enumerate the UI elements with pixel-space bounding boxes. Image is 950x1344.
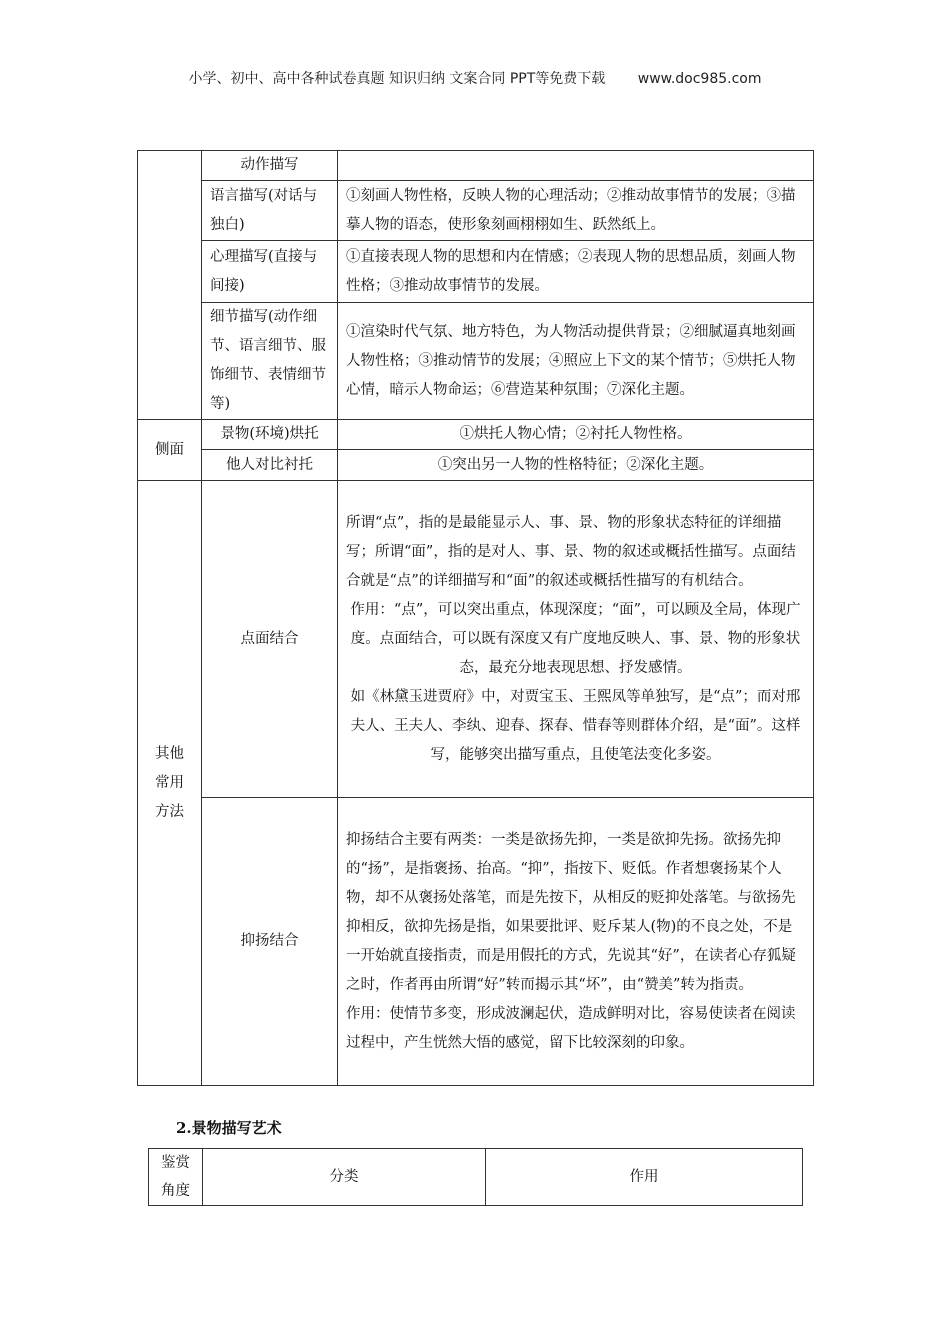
category-cell-side: 侧面 bbox=[138, 420, 202, 481]
header-text: 小学、初中、高中各种试卷真题 知识归纳 文案合同 PPT等免费下载 bbox=[188, 71, 606, 87]
effect-cell: ①渲染时代气氛、地方特色，为人物活动提供背景；②细腻逼真地刻画人物性格；③推动情节的发展；④照应上下文的某个情节；⑤烘托人物心情，暗示人物命运；⑥营造某种氛围；⑦深化主题。 bbox=[338, 303, 814, 420]
effect-paragraph: 作用：“点”，可以突出重点，体现深度；“面”，可以顾及全局，体现广度。点面结合，可以既有深度又有广度地反映人、事、景、物的形象状态，最充分地表现思想、抒发感情。 bbox=[350, 601, 801, 676]
method-cell: 语言描写(对话与独白) bbox=[202, 181, 338, 241]
effect-paragraph: 如《林黛玉进贾府》中，对贾宝玉、王熙凤等单独写，是“点”；而对邢夫人、王夫人、李纨、迎春、探春、惜春等则群体介绍，是“面”。这样写，能够突出描写重点，且使笔法变化多姿。 bbox=[350, 688, 801, 763]
effect-paragraph: 所谓“点”，指的是最能显示人、事、景、物的形象状态特征的详细描写；所谓“面”，指的是对人、事、景、物的叙述或概括性描写。点面结合就是“点”的详细描写和“面”的叙述或概括性描写的有机结合。 bbox=[346, 514, 796, 589]
method-cell: 点面结合 bbox=[202, 481, 338, 798]
effect-cell: ①刻画人物性格，反映人物的心理活动；②推动故事情节的发展；③描摹人物的语态，使形象刻画栩栩如生、跃然纸上。 bbox=[338, 181, 814, 241]
table-row bbox=[138, 481, 814, 798]
method-cell: 他人对比衬托 bbox=[202, 450, 338, 481]
table-row bbox=[138, 798, 814, 1086]
table-row bbox=[138, 420, 814, 450]
effect-paragraph: 作用：使情节多变，形成波澜起伏，造成鲜明对比，容易使读者在阅读过程中，产生恍然大悟的感觉，留下比较深刻的印象。 bbox=[346, 1005, 796, 1051]
table-row bbox=[138, 151, 814, 181]
header-cell-category: 分类 bbox=[203, 1149, 486, 1206]
header-cell-angle: 鉴赏角度 bbox=[149, 1149, 203, 1206]
effect-cell bbox=[338, 481, 814, 798]
effect-cell bbox=[338, 151, 814, 181]
method-cell: 景物(环境)烘托 bbox=[202, 420, 338, 450]
table-row bbox=[138, 450, 814, 481]
method-cell: 动作描写 bbox=[202, 151, 338, 181]
scenery-table bbox=[148, 1148, 803, 1206]
header-url: www.doc985.com bbox=[637, 71, 762, 87]
table-row bbox=[138, 181, 814, 241]
category-cell-direct bbox=[138, 151, 202, 420]
method-cell: 心理描写(直接与间接) bbox=[202, 241, 338, 303]
effect-cell: ①直接表现人物的思想和内在情感；②表现人物的思想品质，刻画人物性格；③推动故事情节的发展。 bbox=[338, 241, 814, 303]
header-cell-effect: 作用 bbox=[486, 1149, 803, 1206]
page-header bbox=[0, 68, 950, 88]
section-title: 2.景物描写艺术 bbox=[176, 1119, 282, 1137]
method-cell: 细节描写(动作细节、语言细节、服饰细节、表情细节等) bbox=[202, 303, 338, 420]
effect-cell: ①烘托人物心情；②衬托人物性格。 bbox=[338, 420, 814, 450]
table-header-row bbox=[149, 1149, 803, 1206]
effect-paragraph: 抑扬结合主要有两类：一类是欲扬先抑，一类是欲抑先扬。欲扬先抑的“扬”，是指褒扬、抬高。“抑”，指按下、贬低。作者想褒扬某个人物，却不从褒扬处落笔，而是先按下，从相反的贬抑处落笔。与欲扬先抑相反，欲抑先扬是指，如果要批评、贬斥某人(物)的不良之处，不是一开始就直接指责，而是用假托的方式，先说其“好”，在读者心存狐疑之时，作者再由所谓“好”转而揭示其“坏”，由“赞美”转为指责。 bbox=[346, 831, 796, 993]
category-cell-other: 其他常用方法 bbox=[138, 481, 202, 1086]
effect-cell bbox=[338, 798, 814, 1086]
effect-cell: ①突出另一人物的性格特征；②深化主题。 bbox=[338, 450, 814, 481]
method-cell: 抑扬结合 bbox=[202, 798, 338, 1086]
description-methods-table bbox=[137, 150, 814, 1086]
table-row bbox=[138, 303, 814, 420]
table-row bbox=[138, 241, 814, 303]
